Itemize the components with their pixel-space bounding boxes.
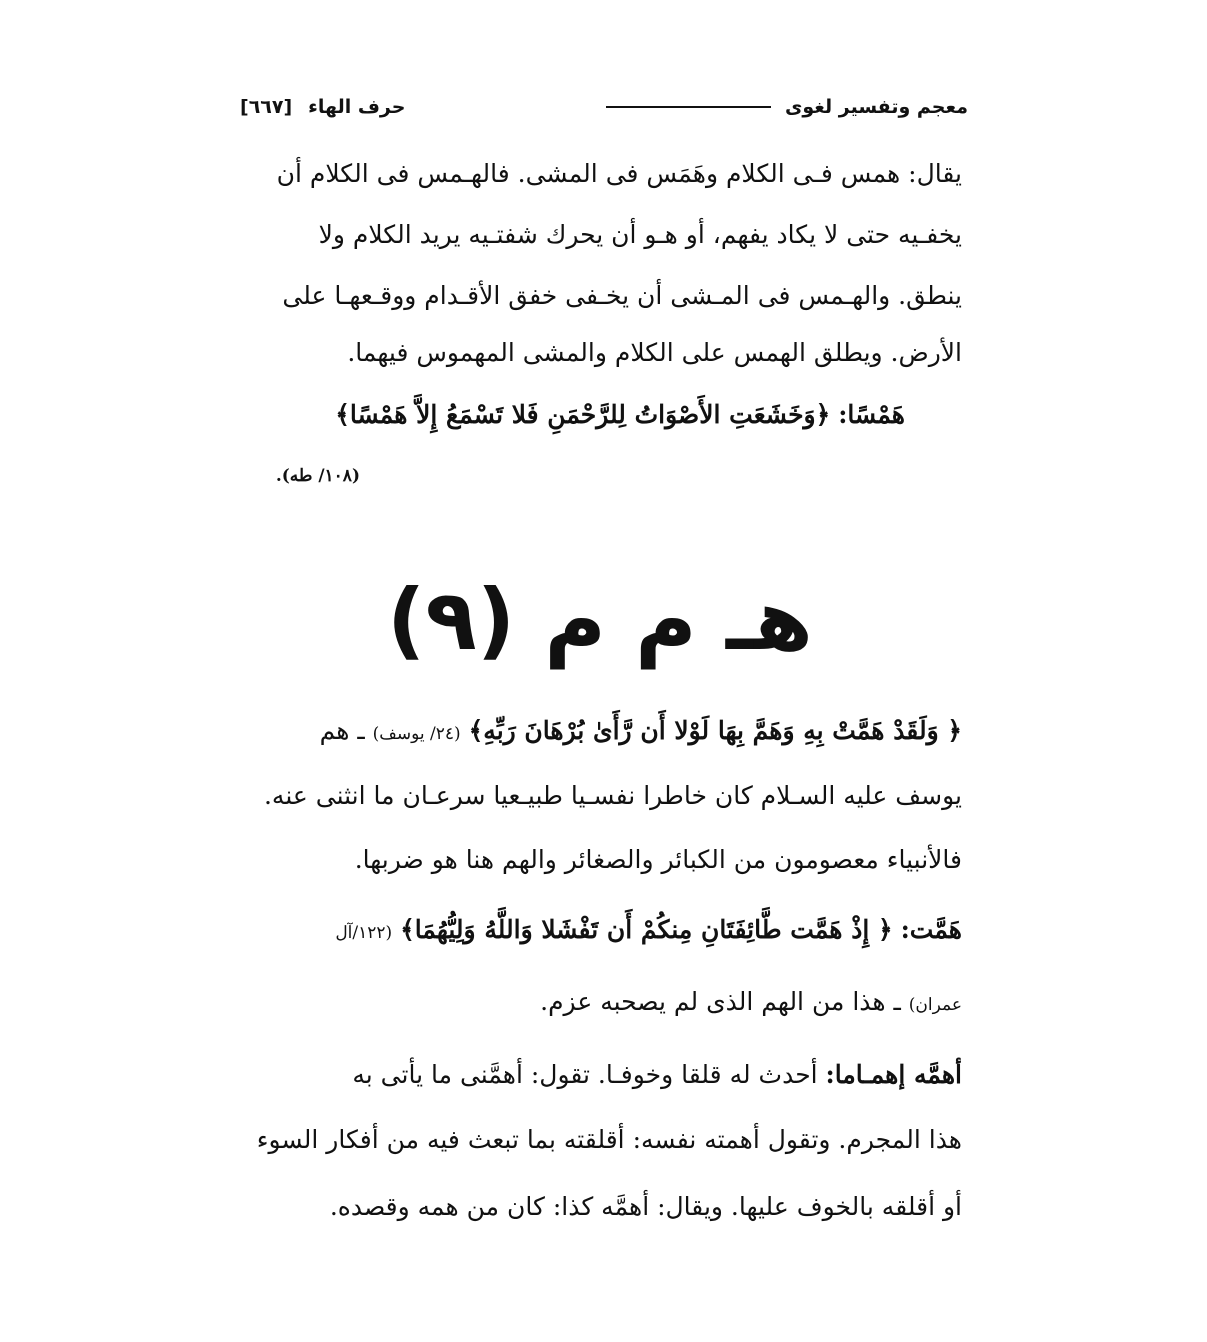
quran-line <box>240 700 962 765</box>
header-rule <box>606 106 771 108</box>
quran-verse: ﴿وَخَشَعَتِ الأَصْوَاتُ لِلرَّحْمَنِ فَلا تَسْمَعُ إِلاَّ هَمْسًا﴾ <box>335 400 831 429</box>
text-line: الأرض. ويطلق الهمس على الكلام والمشى المهموس فيهما. <box>347 338 962 367</box>
verse-reference: (١٢٢/آل <box>335 923 393 943</box>
section-heading: هـ م م (٩) <box>387 571 813 669</box>
term: هَمْسًا: <box>838 400 905 429</box>
text-line: يوسف عليه السـلام كان خاطرا نفسـيا طبيـعيا سرعـان ما انثنى عنه. <box>263 781 962 810</box>
chapter-title: حرف الهاء <box>308 96 406 118</box>
quran-verse: ﴿ إِذْ هَمَّت طَّائِفَتَانِ مِنكُمْ أَن تَفْشَلا وَاللَّهُ وَلِيُّهُمَا﴾ <box>400 915 893 944</box>
text-fragment: أحدث له قلقا وخوفـا. تقول: أهمَّنى ما يأتى به <box>352 1060 818 1089</box>
page-number: [٦٦٧] <box>240 96 293 118</box>
verse-reference: (١٠٨/ طه). <box>275 466 360 486</box>
quran-line <box>240 899 962 964</box>
text-line: هذا المجرم. وتقول أهمته نفسه: أقلقته بما تبعث فيه من أفكار السوء <box>256 1125 962 1154</box>
book-title: معجم وتفسير لغوى <box>784 96 968 118</box>
text-line: ينطق. والهـمس فى المـشى أن يخـفى خفق الأقـدام ووقـعهـا على <box>282 281 962 310</box>
quran-verse: ﴿ وَلَقَدْ هَمَّتْ بِهِ وَهَمَّ بِهَا لَوْلا أَن رَّأَىٰ بُرْهَانَ رَبِّهِ﴾ <box>468 716 962 745</box>
term: هَمَّت: <box>900 915 962 944</box>
text-line <box>240 1044 962 1105</box>
text-fragment: ـ هم <box>319 716 365 745</box>
verse-reference: (٢٤/ يوسف) <box>372 724 461 744</box>
term: أهمَّه إهمـاما: <box>825 1060 962 1089</box>
quran-line <box>300 384 905 445</box>
text-line: يقال: همس فـى الكلام وهَمَس فى المشى. فالهـمس فى الكلام أن <box>276 159 962 188</box>
text-line: فالأنبياء معصومون من الكبائر والصغائر والهم هنا هو ضربها. <box>354 845 962 874</box>
text-line <box>240 971 962 1036</box>
text-line: أو أقلقه بالخوف عليها. ويقال: أهمَّه كذا: كان من همه وقصده. <box>329 1192 962 1221</box>
page-header <box>240 92 968 122</box>
text-line: يخفـيه حتى لا يكاد يفهم، أو هـو أن يحرك شفتـيه يريد الكلام ولا <box>318 220 962 249</box>
text-fragment: ـ هذا من الهم الذى لم يصحبه عزم. <box>540 987 901 1016</box>
verse-reference: عمران) <box>908 995 962 1015</box>
